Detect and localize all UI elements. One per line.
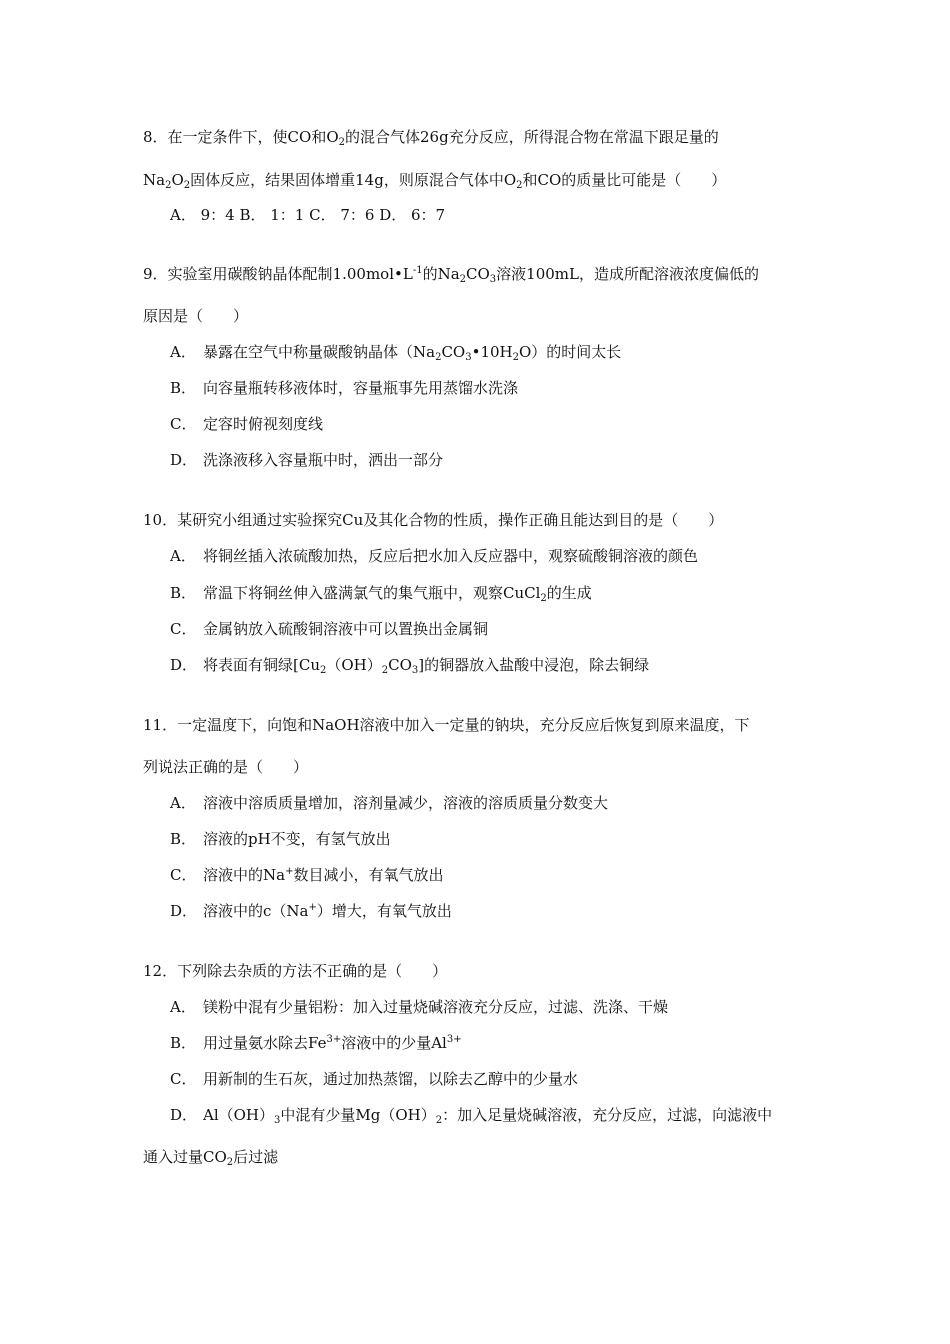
q11-option-b-label: B．: [170, 830, 197, 848]
q9-stem-line2: 原因是（ ）: [143, 307, 249, 325]
q12-stem-line1: 12．下列除去杂质的方法不正确的是（ ）: [143, 962, 448, 980]
q9-option-c-text: 定容时俯视刻度线: [203, 415, 324, 433]
q11-option-c-text: 溶液中的Na+数目减小，有氧气放出: [203, 866, 444, 884]
q11-option-d-text: 溶液中的c（Na+）增大，有氧气放出: [203, 902, 452, 920]
q8-options: A． 9：4 B． 1：1 C． 7：6 D． 6：7: [170, 206, 446, 224]
q10-option-a-label: A．: [170, 547, 196, 565]
q12-option-d-text: $Al(OH)_3$中混有少量$Mg(OH)_2$：加入足量烧碱溶液，充分反应，过滤，向滤液中: [203, 1106, 773, 1126]
q12-option-a-text: 镁粉中混有少量铝粉：加入过量烧碱溶液充分反应，过滤、洗涤、干燥: [203, 998, 669, 1016]
q9-option-c-label: C．: [170, 415, 197, 433]
q10-option-b-text: 常温下将铜丝伸入盛满氯气的集气瓶中，观察CuCl$_2$的生成: [203, 584, 592, 604]
q10-option-d-text: 将表面有铜绿$[Cu_2(OH)_2CO_3]$的铜器放入盐酸中浸泡，除去铜绿: [203, 656, 650, 676]
q8-stem-line2: $Na_2O_2$固体反应，结果固体增重14g，则原混合气体中$O_2$和CO的质量比可能是（ ）: [143, 171, 727, 191]
q9-option-d-label: D．: [170, 451, 198, 469]
q11-option-d-label: D．: [170, 902, 198, 920]
q11-option-a-label: A．: [170, 794, 196, 812]
q10-stem-line1: 10．某研究小组通过实验探究Cu及其化合物的性质，操作正确且能达到目的是（ ）: [143, 511, 724, 529]
q12-option-c-label: C．: [170, 1070, 197, 1088]
q9-option-b-label: B．: [170, 379, 197, 397]
q9-option-b-text: 向容量瓶转移液体时，容量瓶事先用蒸馏水洗涤: [203, 379, 519, 397]
q9-stem-line1: 9．实验室用碳酸钠晶体配制$1.00mol•L^{-1}$的$Na_2CO_3$溶液100mL，造成所配溶液浓度偏低的: [143, 265, 759, 285]
q11-option-a-text: 溶液中溶质质量增加，溶剂量减少，溶液的溶质质量分数变大: [203, 794, 609, 812]
q8-stem-line1: 8．在一定条件下，使CO和$O_2$的混合气体26g充分反应，所得混合物在常温下跟足量的: [143, 128, 719, 148]
q10-option-d-label: D．: [170, 656, 198, 674]
q9-option-a-label: A．: [170, 343, 196, 361]
q11-option-b-text: 溶液的pH不变，有氢气放出: [203, 830, 391, 848]
q9-option-a-text: 暴露在空气中称量碳酸钠晶体$(Na_2CO_3•10H_2O)$的时间太长: [203, 343, 622, 363]
q10-option-c-text: 金属钠放入硫酸铜溶液中可以置换出金属铜: [203, 620, 489, 638]
q12-option-b-text: 用过量氨水除去$Fe^{3+}$溶液中的少量$Al^{3+}$: [203, 1034, 462, 1052]
q10-option-b-label: B．: [170, 584, 197, 602]
q12-option-b-label: B．: [170, 1034, 197, 1052]
q12-option-d-continuation: 通入过量$CO_2$后过滤: [143, 1148, 279, 1168]
q11-stem-line1: 11．一定温度下，向饱和NaOH溶液中加入一定量的钠块，充分反应后恢复到原来温度，下: [143, 716, 750, 734]
q12-option-c-text: 用新制的生石灰，通过加热蒸馏，以除去乙醇中的少量水: [203, 1070, 579, 1088]
q11-stem-line2: 列说法正确的是（ ）: [143, 758, 309, 776]
q9-option-d-text: 洗涤液移入容量瓶中时，洒出一部分: [203, 451, 444, 469]
q10-option-a-text: 将铜丝插入浓硫酸加热，反应后把水加入反应器中，观察硫酸铜溶液的颜色: [203, 547, 699, 565]
q12-option-a-label: A．: [170, 998, 196, 1016]
q12-option-d-label: D．: [170, 1106, 198, 1124]
q11-option-c-label: C．: [170, 866, 197, 884]
q10-option-c-label: C．: [170, 620, 197, 638]
